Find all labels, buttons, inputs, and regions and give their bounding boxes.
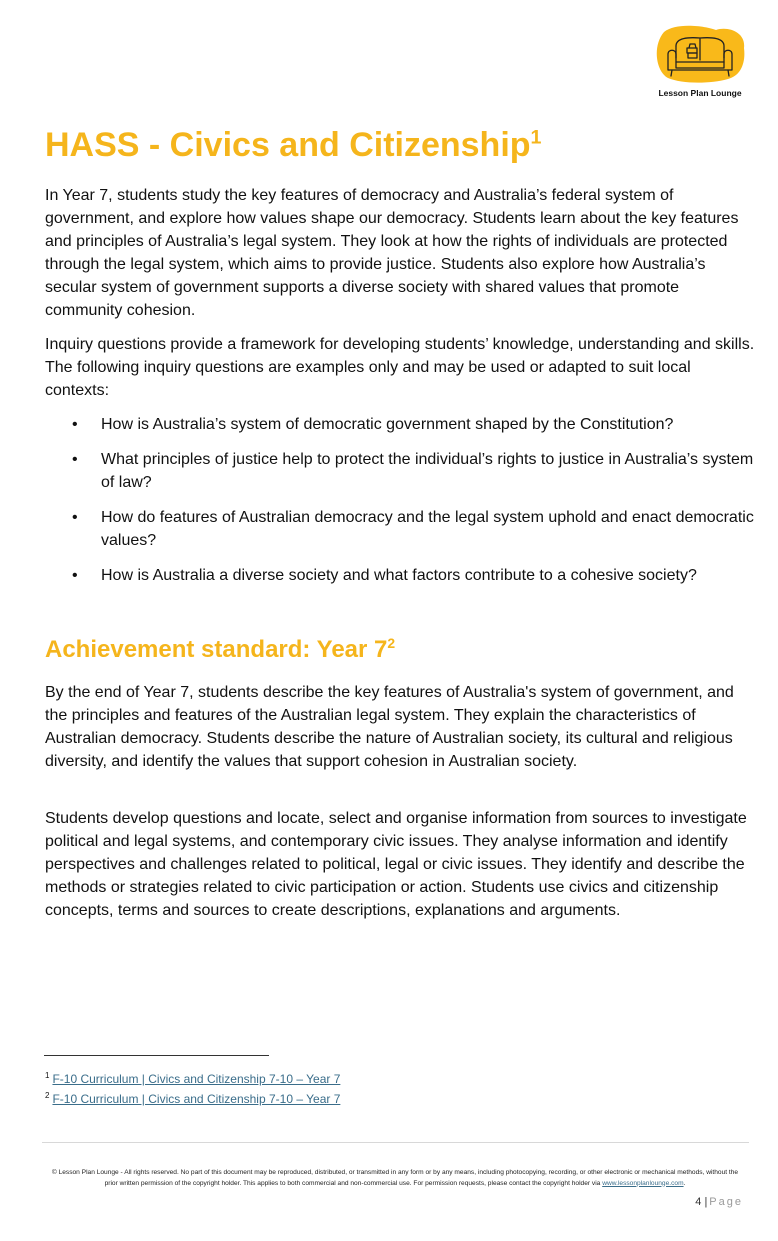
footnote-number: 1 [45,1071,50,1080]
list-item [45,448,755,494]
page-title-text: HASS - Civics and Citizenship [45,126,531,164]
footnote-1 [45,1068,340,1087]
copyright-link-suffix: . [683,1179,686,1187]
bullet-icon: • [72,509,78,526]
footnote-divider [44,1055,269,1056]
list-item [45,413,755,436]
footnote-link[interactable]: F-10 Curriculum | Civics and Citizenship 7-10 – Year 7 [52,1092,341,1106]
page-separator: | [704,1196,708,1208]
logo-label: Lesson Plan Lounge [658,88,742,98]
footer-divider [42,1142,749,1143]
title-footnote-ref[interactable]: 1 [530,126,542,149]
intro-paragraph-1: In Year 7, students study the key features of democracy and Australia’s federal system of government, and explore how values shape our democracy. Students learn about the key features and principles of Australia’s legal system. They look at how the rights of individuals are protected through the legal system, which aims to provide justice. Students also explore how Australia’s secular system of government supports a diverse society with shared values that promote community cohesion. [45,187,739,319]
bullet-icon: • [72,416,78,433]
copyright-text: © Lesson Plan Lounge - All rights reserved. No part of this document may be reproduced, distributed, or transmitted in any form or by any means, including photocopying, recording, or other electronic or mechanical methods, without the prior written permission of the copyright holder. This applies to both commercial and non-commercial use. For permission requests, please contact the copyright holder via [51,1169,739,1187]
website-link[interactable]: www.lessonplanlounge.com [602,1179,684,1187]
achievement-paragraph-1: By the end of Year 7, students describe the key features of Australia's system of government, and the principles and features of the Australian legal system. They explain the characteristics of Australian democracy. Students describe the nature of Australian society, its cultural and religious diversity, and identify the values that support cohesion in Australian society. [45,684,734,770]
intro-paragraph-2: Inquiry questions provide a framework for developing students’ knowledge, understanding and skills. The following inquiry questions are examples only and may be used or adapted to suit local contexts: [45,336,755,399]
achievement-paragraph-2: Students develop questions and locate, select and organise information from sources to investigate political and legal systems, and contemporary civic issues. They analyse information and identify perspectives and challenges related to political, legal or civic issues. They identify and describe the methods or strategies related to civic participation or action. Students use civics and citizenship concepts, terms and sources to create descriptions, explanations and arguments. [45,810,747,919]
achievement-footnote-ref[interactable]: 2 [387,635,396,651]
inquiry-question-text: How do features of Australian democracy and the legal system uphold and enact democratic values? [101,509,754,549]
brand-logo [650,24,750,104]
list-item [45,564,755,587]
footnote-number: 2 [45,1091,50,1100]
footnote-2 [45,1088,340,1107]
inquiry-question-text: What principles of justice help to protect the individual’s rights to justice in Australia’s system of law? [101,451,754,491]
sofa-logo-icon [654,24,746,86]
footnote-link[interactable]: F-10 Curriculum | Civics and Citizenship 7-10 – Year 7 [52,1072,341,1086]
bullet-icon: • [72,567,78,584]
bullet-icon: • [72,451,78,468]
page-number-value: 4 [695,1196,702,1208]
copyright-notice [45,1168,745,1189]
inquiry-questions-list [45,413,755,599]
page-number [650,1196,743,1208]
achievement-heading [45,636,395,664]
page-word: Page [709,1196,743,1208]
page-title [45,126,542,165]
inquiry-question-text: How is Australia a diverse society and what factors contribute to a cohesive society? [101,567,697,584]
inquiry-question-text: How is Australia’s system of democratic government shaped by the Constitution? [101,416,674,433]
list-item [45,506,755,552]
achievement-heading-text: Achievement standard: Year 7 [45,636,388,663]
